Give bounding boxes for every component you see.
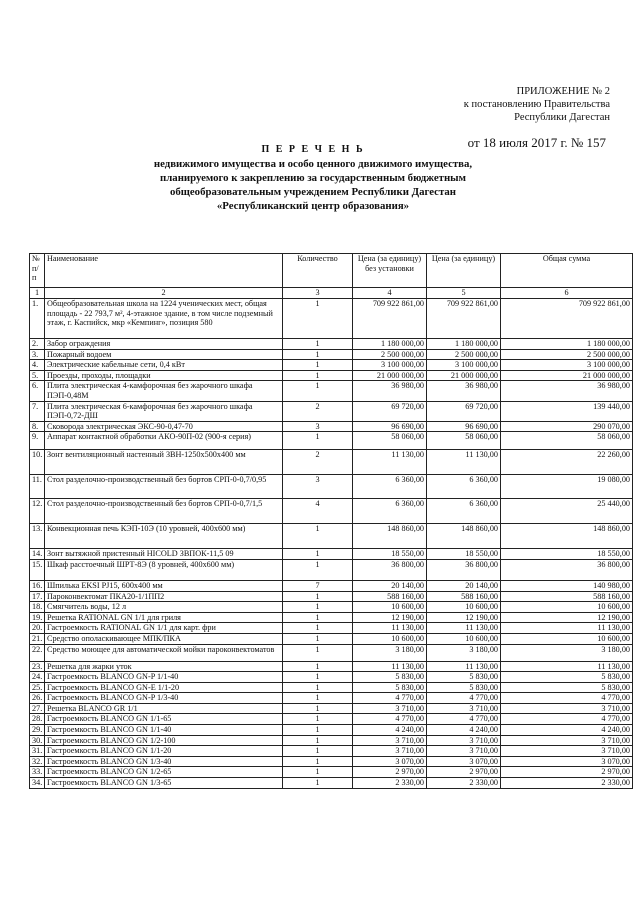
item-price-unit: 36 980,00 [427,381,501,401]
item-total: 139 440,00 [501,401,633,421]
item-name: Стол разделочно-производственный без бортов СРП-0-0,7/0,95 [45,475,283,499]
row-number: 1. [30,299,45,339]
item-total: 11 130,00 [501,661,633,672]
item-price-no-install: 12 190,00 [353,612,427,623]
item-quantity: 1 [283,756,353,767]
item-name: Решетка для жарки уток [45,661,283,672]
row-number: 2. [30,339,45,350]
item-name: Плита электрическая 6-камфорочная без жарочного шкафа ПЭП-0,72-ДШ [45,401,283,421]
item-price-unit: 2 330,00 [427,778,501,789]
item-name: Конвекционная печь КЭП-10Э (10 уровней, 400х600 мм) [45,524,283,549]
item-price-no-install: 11 130,00 [353,623,427,634]
document-title [110,143,516,213]
item-quantity: 1 [283,633,353,644]
item-quantity: 1 [283,559,353,580]
item-name: Забор ограждения [45,339,283,350]
item-price-unit: 20 140,00 [427,580,501,591]
item-quantity: 1 [283,612,353,623]
row-number: 4. [30,360,45,371]
table-row [30,735,633,746]
item-total: 5 830,00 [501,682,633,693]
table-row [30,524,633,549]
item-price-unit: 4 770,00 [427,714,501,725]
row-number: 28. [30,714,45,725]
row-number: 18. [30,602,45,613]
row-number: 27. [30,703,45,714]
item-quantity: 1 [283,644,353,661]
item-price-unit: 11 130,00 [427,661,501,672]
item-total: 290 070,00 [501,421,633,432]
item-name: Решетка RATIONAL GN 1/1 для гриля [45,612,283,623]
item-quantity: 3 [283,475,353,499]
item-total: 25 440,00 [501,499,633,524]
item-price-unit: 18 550,00 [427,549,501,560]
item-quantity: 1 [283,602,353,613]
item-name: Шкаф расстоечный ШРТ-8Э (8 уровней, 400х600 мм) [45,559,283,580]
item-name: Сковорода электрическая ЭКС-90-0,47-70 [45,421,283,432]
item-total: 36 980,00 [501,381,633,401]
item-quantity: 2 [283,401,353,421]
item-price-no-install: 96 690,00 [353,421,427,432]
row-number: 32. [30,756,45,767]
item-total: 3 710,00 [501,746,633,757]
item-name: Гастроемкость BLANCO GN 1/1-40 [45,725,283,736]
item-quantity: 1 [283,349,353,360]
row-number: 9. [30,432,45,450]
row-number: 19. [30,612,45,623]
item-total: 1 180 000,00 [501,339,633,350]
item-name: Гастроемкость BLANCO GN-P 1/3-40 [45,693,283,704]
table-row [30,475,633,499]
table-row [30,778,633,789]
table-row [30,612,633,623]
item-name: Гастроемкость BLANCO GN 1/2-65 [45,767,283,778]
item-price-unit: 69 720,00 [427,401,501,421]
item-price-unit: 21 000 000,00 [427,370,501,381]
item-price-no-install: 11 130,00 [353,661,427,672]
table-row [30,746,633,757]
decree-date-number: от 18 июля 2017 г. № 157 [467,135,606,150]
item-price-unit: 4 770,00 [427,693,501,704]
item-quantity: 4 [283,499,353,524]
item-name: Решетка BLANCO GR 1/1 [45,703,283,714]
table-row [30,756,633,767]
item-quantity: 1 [283,767,353,778]
item-total: 5 830,00 [501,672,633,683]
header-num: № п/п [30,254,45,288]
item-price-no-install: 10 600,00 [353,602,427,613]
item-total: 3 070,00 [501,756,633,767]
table-row [30,580,633,591]
item-price-unit: 5 830,00 [427,672,501,683]
header-price-no-install: Цена (за единицу) без установки [353,254,427,288]
item-total: 2 500 000,00 [501,349,633,360]
item-name: Электрические кабельные сети, 0,4 кВт [45,360,283,371]
item-price-no-install: 148 860,00 [353,524,427,549]
item-quantity: 2 [283,450,353,475]
table-row [30,623,633,634]
item-name: Пожарный водоем [45,349,283,360]
table-row [30,349,633,360]
item-name: Зонт вытяжной пристенный HICOLD ЗВПОК-11,5 09 [45,549,283,560]
item-quantity: 1 [283,703,353,714]
property-table [29,253,633,789]
item-price-no-install: 2 970,00 [353,767,427,778]
table-row [30,672,633,683]
item-name: Средство ополаскивающее МПК/ПКА [45,633,283,644]
item-price-no-install: 3 100 000,00 [353,360,427,371]
row-number: 29. [30,725,45,736]
item-total: 22 260,00 [501,450,633,475]
item-name: Гастроемкость BLANCO GN 1/3-40 [45,756,283,767]
item-price-unit: 10 600,00 [427,602,501,613]
item-name: Шпилька EKSI PJ15, 600х400 мм [45,580,283,591]
item-price-no-install: 11 130,00 [353,450,427,475]
index-cell: 6 [501,288,633,299]
item-price-no-install: 3 710,00 [353,735,427,746]
item-total: 19 080,00 [501,475,633,499]
item-quantity: 1 [283,714,353,725]
header-total: Общая сумма [501,254,633,288]
item-price-unit: 3 070,00 [427,756,501,767]
table-row [30,299,633,339]
table-row [30,450,633,475]
item-price-no-install: 6 360,00 [353,475,427,499]
item-total: 10 600,00 [501,602,633,613]
index-cell: 1 [30,288,45,299]
row-number: 5. [30,370,45,381]
item-total: 10 600,00 [501,633,633,644]
table-row [30,432,633,450]
item-name: Гастроемкость RATIONAL GN 1/1 для карт. фри [45,623,283,634]
title-heading: П Е Р Е Ч Е Н Ь [261,144,365,155]
item-price-unit: 709 922 861,00 [427,299,501,339]
item-name: Смягчитель воды, 12 л [45,602,283,613]
item-price-unit: 148 860,00 [427,524,501,549]
item-name: Гастроемкость BLANCO GN 1/2-100 [45,735,283,746]
item-price-no-install: 10 600,00 [353,633,427,644]
table-row [30,682,633,693]
item-quantity: 1 [283,524,353,549]
item-quantity: 1 [283,735,353,746]
item-price-unit: 5 830,00 [427,682,501,693]
item-quantity: 1 [283,370,353,381]
item-quantity: 1 [283,746,353,757]
index-cell: 5 [427,288,501,299]
appendix-line-3: Республики Дагестан [514,112,610,123]
item-price-no-install: 3 710,00 [353,746,427,757]
item-total: 12 190,00 [501,612,633,623]
item-price-unit: 3 180,00 [427,644,501,661]
item-price-no-install: 588 160,00 [353,591,427,602]
item-price-unit: 11 130,00 [427,623,501,634]
item-price-no-install: 5 830,00 [353,682,427,693]
item-name: Средство моющее для автоматической мойки пароконвектоматов [45,644,283,661]
item-name: Общеобразовательная школа на 1224 ученических мест, общая площадь - 22 793,7 м², 4-этажное здание, в том числе подземный этаж, г. Каспийск, мкр «Кемпинг», позиция 580 [45,299,283,339]
row-number: 12. [30,499,45,524]
row-number: 21. [30,633,45,644]
item-total: 36 800,00 [501,559,633,580]
table-row [30,767,633,778]
table-row [30,559,633,580]
item-total: 2 970,00 [501,767,633,778]
item-quantity: 1 [283,672,353,683]
item-quantity: 1 [283,725,353,736]
item-price-unit: 1 180 000,00 [427,339,501,350]
table-row [30,693,633,704]
table-row [30,549,633,560]
row-number: 22. [30,644,45,661]
row-number: 7. [30,401,45,421]
item-total: 58 060,00 [501,432,633,450]
table-row [30,591,633,602]
table-row [30,339,633,350]
item-quantity: 1 [283,778,353,789]
item-quantity: 1 [283,339,353,350]
item-price-no-install: 6 360,00 [353,499,427,524]
item-price-no-install: 36 800,00 [353,559,427,580]
appendix-reference [410,85,610,124]
item-price-no-install: 58 060,00 [353,432,427,450]
item-name: Плита электрическая 4-камфорочная без жарочного шкафа ПЭП-0,48М [45,381,283,401]
item-price-no-install: 4 240,00 [353,725,427,736]
item-price-no-install: 21 000 000,00 [353,370,427,381]
row-number: 25. [30,682,45,693]
item-quantity: 1 [283,623,353,634]
header-qty: Количество [283,254,353,288]
item-price-unit: 3 100 000,00 [427,360,501,371]
table-row [30,633,633,644]
row-number: 15. [30,559,45,580]
item-price-no-install: 3 710,00 [353,703,427,714]
item-quantity: 1 [283,549,353,560]
item-quantity: 1 [283,693,353,704]
item-price-unit: 6 360,00 [427,475,501,499]
table-row [30,644,633,661]
item-total: 148 860,00 [501,524,633,549]
item-total: 2 330,00 [501,778,633,789]
item-total: 4 770,00 [501,714,633,725]
index-cell: 4 [353,288,427,299]
header-price-unit: Цена (за единицу) [427,254,501,288]
item-name: Зонт вентиляционный настенный ЗВН-1250х500х400 мм [45,450,283,475]
item-price-no-install: 5 830,00 [353,672,427,683]
item-quantity: 3 [283,421,353,432]
row-number: 3. [30,349,45,360]
item-price-unit: 6 360,00 [427,499,501,524]
item-price-unit: 3 710,00 [427,703,501,714]
item-price-unit: 96 690,00 [427,421,501,432]
item-price-unit: 36 800,00 [427,559,501,580]
title-line-2: планируемого к закреплению за государственным бюджетным [160,172,466,184]
row-number: 33. [30,767,45,778]
table-body [30,288,633,789]
table-row [30,661,633,672]
item-price-unit: 58 060,00 [427,432,501,450]
row-number: 34. [30,778,45,789]
item-price-no-install: 4 770,00 [353,693,427,704]
row-number: 13. [30,524,45,549]
table-row [30,421,633,432]
item-total: 3 710,00 [501,735,633,746]
table-row [30,499,633,524]
item-total: 4 770,00 [501,693,633,704]
column-index-row [30,288,633,299]
item-total: 588 160,00 [501,591,633,602]
item-quantity: 1 [283,661,353,672]
item-name: Стол разделочно-производственный без бортов СРП-0-0,7/1,5 [45,499,283,524]
item-name: Гастроемкость BLANCO GN-P 1/1-40 [45,672,283,683]
table-header-row [30,254,633,288]
row-number: 24. [30,672,45,683]
header-name: Наименование [45,254,283,288]
item-price-unit: 12 190,00 [427,612,501,623]
item-price-no-install: 36 980,00 [353,381,427,401]
item-quantity: 1 [283,591,353,602]
table-row [30,602,633,613]
item-price-no-install: 2 500 000,00 [353,349,427,360]
row-number: 30. [30,735,45,746]
item-total: 3 100 000,00 [501,360,633,371]
item-price-no-install: 3 180,00 [353,644,427,661]
item-name: Пароконвектомат ПКА20-1/1ПП2 [45,591,283,602]
item-quantity: 1 [283,682,353,693]
item-total: 21 000 000,00 [501,370,633,381]
item-total: 11 130,00 [501,623,633,634]
item-total: 18 550,00 [501,549,633,560]
appendix-line-1: ПРИЛОЖЕНИЕ № 2 [516,86,610,97]
row-number: 11. [30,475,45,499]
table-row [30,401,633,421]
item-price-unit: 2 970,00 [427,767,501,778]
table-row [30,370,633,381]
item-price-no-install: 18 550,00 [353,549,427,560]
table-row [30,725,633,736]
row-number: 17. [30,591,45,602]
item-price-no-install: 4 770,00 [353,714,427,725]
item-quantity: 1 [283,432,353,450]
item-price-no-install: 709 922 861,00 [353,299,427,339]
item-name: Гастроемкость BLANCO GN 1/1-65 [45,714,283,725]
item-price-no-install: 2 330,00 [353,778,427,789]
table-row [30,714,633,725]
item-price-unit: 588 160,00 [427,591,501,602]
item-price-unit: 10 600,00 [427,633,501,644]
item-price-unit: 4 240,00 [427,725,501,736]
item-price-no-install: 20 140,00 [353,580,427,591]
item-total: 140 980,00 [501,580,633,591]
item-name: Проезды, проходы, площадки [45,370,283,381]
table-row [30,381,633,401]
index-cell: 3 [283,288,353,299]
item-total: 709 922 861,00 [501,299,633,339]
item-quantity: 1 [283,360,353,371]
appendix-line-2: к постановлению Правительства [463,99,610,110]
row-number: 26. [30,693,45,704]
index-cell: 2 [45,288,283,299]
table-row [30,703,633,714]
item-name: Аппарат контактной обработки АКО-90П-02 (900-я серия) [45,432,283,450]
table-row [30,360,633,371]
item-price-unit: 3 710,00 [427,746,501,757]
item-total: 3 710,00 [501,703,633,714]
title-line-1: недвижимого имущества и особо ценного движимого имущества, [153,158,473,170]
item-name: Гастроемкость BLANCO GN 1/1-20 [45,746,283,757]
item-price-unit: 2 500 000,00 [427,349,501,360]
item-price-no-install: 1 180 000,00 [353,339,427,350]
item-quantity: 7 [283,580,353,591]
item-name: Гастроемкость BLANCO GN-E 1/1-20 [45,682,283,693]
title-line-4: «Республиканский центр образования» [216,200,410,212]
row-number: 10. [30,450,45,475]
item-name: Гастроемкость BLANCO GN 1/3-65 [45,778,283,789]
item-price-unit: 3 710,00 [427,735,501,746]
item-price-no-install: 69 720,00 [353,401,427,421]
row-number: 31. [30,746,45,757]
row-number: 23. [30,661,45,672]
item-total: 4 240,00 [501,725,633,736]
row-number: 14. [30,549,45,560]
row-number: 20. [30,623,45,634]
row-number: 8. [30,421,45,432]
item-price-unit: 11 130,00 [427,450,501,475]
row-number: 6. [30,381,45,401]
item-total: 3 180,00 [501,644,633,661]
title-line-3: общеобразовательным учреждением Республики Дагестан [169,186,457,198]
item-price-no-install: 3 070,00 [353,756,427,767]
row-number: 16. [30,580,45,591]
item-quantity: 1 [283,381,353,401]
item-quantity: 1 [283,299,353,339]
